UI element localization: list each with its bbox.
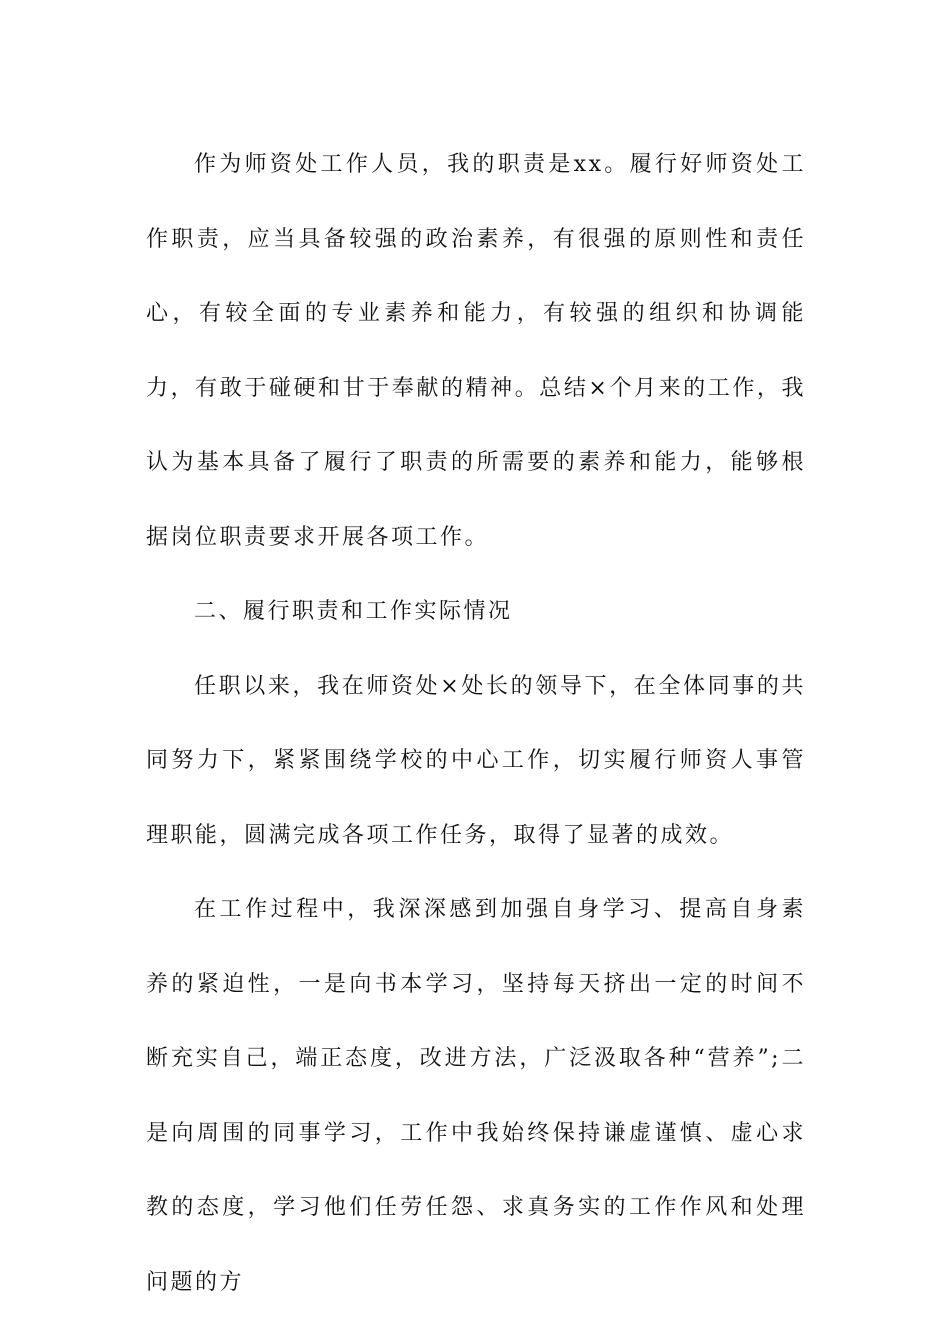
paragraph-learning: 在工作过程中，我深深感到加强自身学习、提高自身素养的紧迫性，一是向书本学习，坚持每天挤出一定的时间不断充实自己，端正态度，改进方法，广泛汲取各种“营养”;二是向周围的同事学习，工作中我始终保持谦虚谨慎、虚心求教的态度，学习他们任劳任怨、求真务实的工作作风和处理问题的方 bbox=[146, 897, 806, 1295]
paragraph-performance: 任职以来，我在师资处×处长的领导下，在全体同事的共同努力下，紧紧围绕学校的中心工作，切实履行师资人事管理职能，圆满完成各项工作任务，取得了显著的成效。 bbox=[146, 673, 806, 848]
document-body bbox=[146, 128, 806, 1320]
paragraph-duties: 作为师资处工作人员，我的职责是xx。履行好师资处工作职责，应当具备较强的政治素养，有很强的原则性和责任心，有较全面的专业素养和能力，有较强的组织和协调能力，有敢于碰硬和甘于奉献的精神。总结×个月来的工作，我认为基本具备了履行了职责的所需要的素养和能力，能够根据岗位职责要求开展各项工作。 bbox=[146, 152, 806, 550]
section-heading: 二、履行职责和工作实际情况 bbox=[194, 599, 513, 624]
